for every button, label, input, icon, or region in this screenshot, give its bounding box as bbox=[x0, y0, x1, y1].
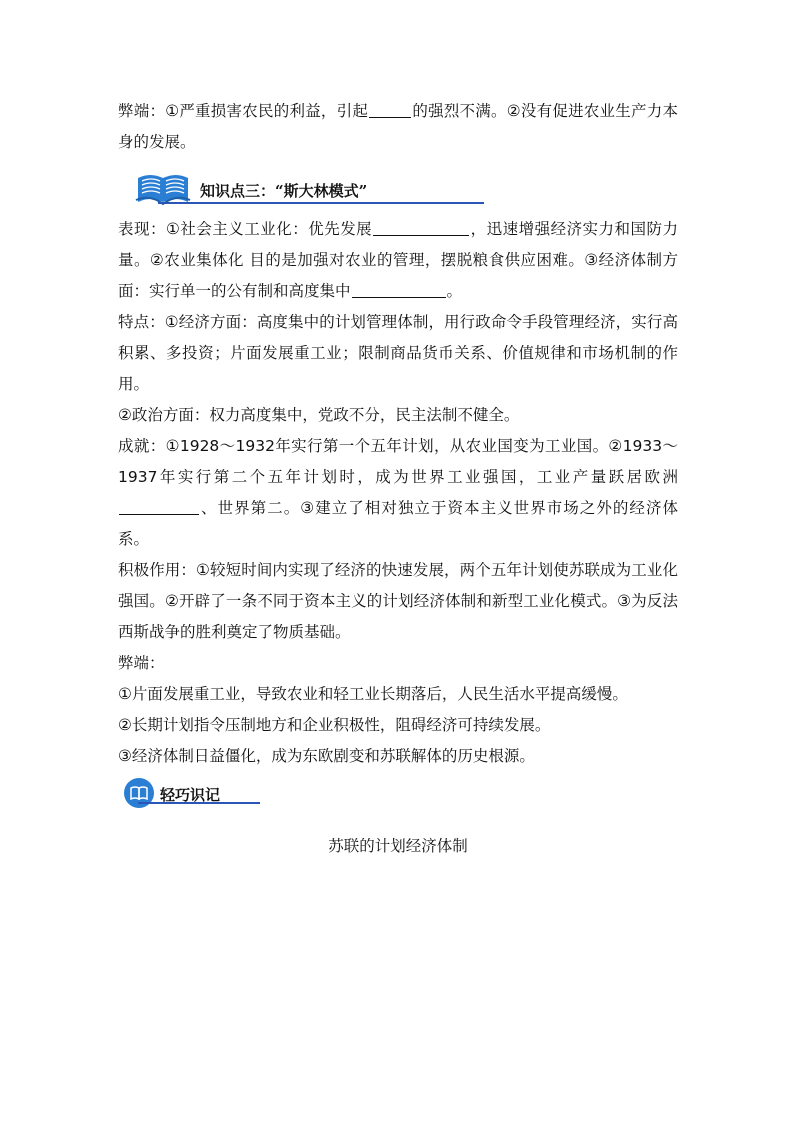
jiji-paragraph: 积极作用：①较短时间内实现了经济的快速发展，两个五年计划使苏联成为工业化强国。②开辟了一条不同于资本主义的计划经济体制和新型工业化模式。③为反法西斯战争的胜利奠定了物质基础。 bbox=[118, 561, 678, 641]
fill-blank[interactable] bbox=[373, 219, 469, 236]
fill-blank[interactable] bbox=[352, 281, 446, 298]
chart-caption: 苏联的计划经济体制 bbox=[328, 837, 468, 855]
top-paragraph bbox=[118, 96, 678, 158]
chengjiu-paragraph bbox=[118, 431, 678, 555]
section-title: 知识点三：“斯大林模式” bbox=[200, 182, 368, 200]
qingqiao-title: 轻巧识记 bbox=[160, 786, 221, 804]
document-page bbox=[118, 96, 678, 856]
biduan-item: ②长期计划指令压制地方和企业积极性，阻碍经济可持续发展。 bbox=[118, 716, 551, 734]
fill-blank[interactable] bbox=[119, 498, 199, 515]
qingqiao-heading bbox=[118, 776, 678, 812]
fill-blank[interactable] bbox=[369, 101, 411, 118]
tedian-paragraph-1: 特点：①经济方面：高度集中的计划管理体制，用行政命令手段管理经济，实行高积累、多投资；片面发展重工业；限制商品货币关系、价值规律和市场机制的作用。 bbox=[118, 313, 678, 393]
biduan-item: ③经济体制日益僵化，成为东欧剧变和苏联解体的历史根源。 bbox=[118, 747, 535, 765]
section-heading-3 bbox=[118, 168, 678, 210]
tedian-paragraph-2: ②政治方面：权力高度集中，党政不分，民主法制不健全。 bbox=[118, 406, 520, 424]
text: ，迅速增强经济实力和国防力量。②农业集体化 目的是加强对农业的管理，摆脱粮食供应困难。③经济体制方面：实行单一的公有制和高度集中 bbox=[118, 220, 678, 300]
biduan-item: ①片面发展重工业，导致农业和轻工业长期落后，人民生活水平提高缓慢。 bbox=[118, 685, 628, 703]
text: 、世界第二。③建立了相对独立于资本主义世界市场之外的经济体系。 bbox=[118, 499, 678, 548]
biduan-label: 弊端： bbox=[118, 654, 165, 672]
biaoxian-paragraph bbox=[118, 214, 678, 307]
text: 表现：①社会主义工业化：优先发展 bbox=[118, 220, 373, 238]
heading-underline bbox=[158, 202, 484, 204]
open-book-icon bbox=[134, 170, 192, 206]
text: 的强烈不满。②没有促进农业生产力本身的发展。 bbox=[118, 102, 678, 151]
text: 弊端：①严重损害农民的利益，引起 bbox=[118, 102, 369, 120]
text: 。 bbox=[446, 282, 463, 300]
text: 成就：①1928～1932年实行第一个五年计划，从农业国变为工业国。②1933～1937年实行第二个五年计划时，成为世界工业强国，工业产量跃居欧洲 bbox=[118, 437, 678, 486]
